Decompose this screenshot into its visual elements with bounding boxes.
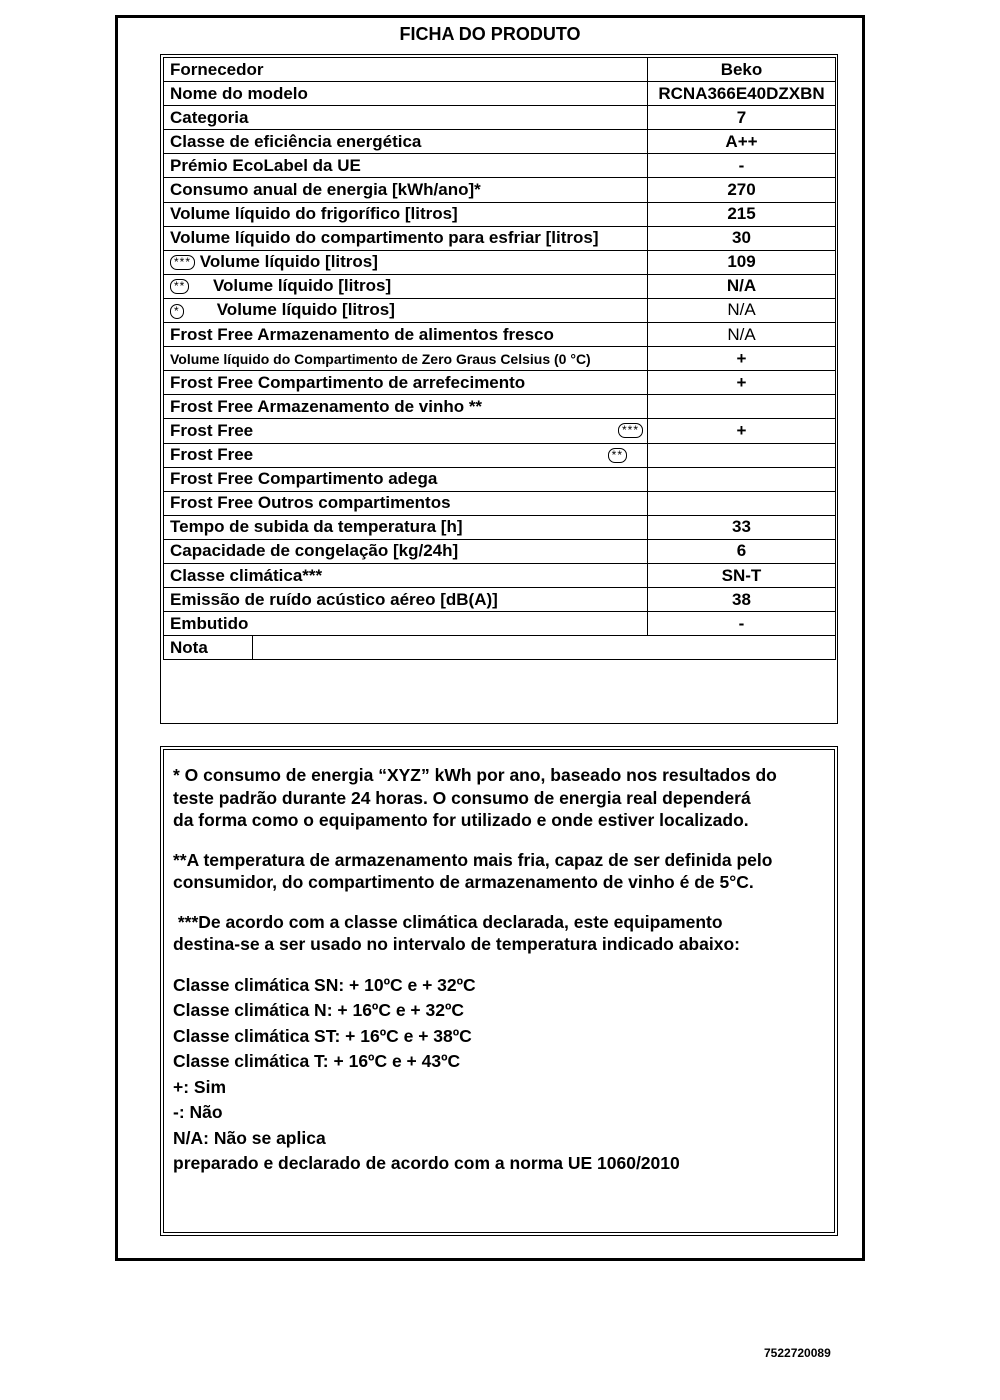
row-value: 38	[648, 588, 836, 612]
row-label: Frost Free	[170, 445, 254, 465]
row-value: Beko	[648, 58, 836, 82]
row-value	[648, 467, 836, 491]
climate-class-list	[173, 974, 834, 1175]
row-value: N/A	[648, 274, 836, 298]
row-label: Prémio EcoLabel da UE	[164, 154, 648, 178]
table-row	[164, 298, 836, 322]
row-value: +	[648, 347, 836, 371]
row-label-cell	[164, 298, 648, 322]
row-label: Volume líquido do Compartimento de Zero Graus Celsius (0 °C)	[164, 347, 648, 371]
row-label-cell	[164, 274, 648, 298]
table-row	[164, 588, 836, 612]
nota-row	[164, 636, 836, 660]
row-value: -	[648, 154, 836, 178]
row-label: Emissão de ruído acústico aéreo [dB(A)]	[164, 588, 648, 612]
row-label: Embutido	[164, 612, 648, 636]
row-label: Classe climática***	[164, 563, 648, 587]
row-label: Volume líquido do frigorífico [litros]	[164, 202, 648, 226]
note-line: consumidor, do compartimento de armazenamento de vinho é de 5°C.	[173, 872, 754, 892]
list-item: Classe climática ST: + 16ºC e + 38ºC	[173, 1025, 472, 1046]
table-row	[164, 323, 836, 347]
table-row	[164, 491, 836, 515]
row-label: Frost Free Compartimento de arrefecimento	[164, 371, 648, 395]
row-value: 109	[648, 250, 836, 274]
notes-box	[160, 746, 838, 1236]
table-row	[164, 563, 836, 587]
table-row	[164, 612, 836, 636]
table-row	[164, 539, 836, 563]
row-label: Categoria	[164, 106, 648, 130]
row-label: Volume líquido [litros]	[216, 300, 395, 320]
notes-content	[163, 749, 835, 1233]
row-label: Capacidade de congelação [kg/24h]	[164, 539, 648, 563]
table-row	[164, 636, 836, 660]
page-title: FICHA DO PRODUTO	[399, 24, 581, 44]
row-label: Frost Free Outros compartimentos	[164, 491, 648, 515]
table-row	[164, 154, 836, 178]
two-star-freezer-icon: **	[170, 279, 189, 294]
row-value: N/A	[648, 323, 836, 347]
row-label: Tempo de subida da temperatura [h]	[164, 515, 648, 539]
note-line: da forma como o equipamento for utilizado e onde estiver localizado.	[173, 810, 749, 830]
table-row	[164, 226, 836, 250]
row-value: -	[648, 612, 836, 636]
row-label: Consumo anual de energia [kWh/ano]*	[164, 178, 648, 202]
row-label-cell	[164, 250, 648, 274]
row-value	[648, 395, 836, 419]
row-value: 7	[648, 106, 836, 130]
note-line: ***De acordo com a classe climática declarada, este equipamento	[173, 911, 723, 932]
row-value	[648, 443, 836, 467]
note-line: destina-se a ser usado no intervalo de temperatura indicado abaixo:	[173, 934, 740, 954]
table-row	[164, 371, 836, 395]
row-label: Nota	[170, 637, 208, 657]
table-row	[164, 443, 836, 467]
row-label: Volume líquido [litros]	[212, 276, 392, 296]
table-row	[164, 250, 836, 274]
row-label: Classe de eficiência energética	[164, 130, 648, 154]
list-item: Classe climática T: + 16ºC e + 43ºC	[173, 1051, 461, 1071]
row-label: Frost Free	[170, 420, 254, 440]
one-star-freezer-icon: *	[170, 304, 184, 319]
row-label-cell	[164, 419, 648, 443]
row-label: Frost Free Armazenamento de vinho **	[164, 395, 648, 419]
note-line: teste padrão durante 24 horas. O consumo de energia real dependerá	[173, 787, 751, 808]
product-spec-table	[163, 57, 836, 660]
table-row	[164, 178, 836, 202]
row-label-cell	[164, 443, 648, 467]
row-value: RCNA366E40DZXBN	[648, 82, 836, 106]
row-label: Fornecedor	[164, 58, 648, 82]
table-row	[164, 347, 836, 371]
three-star-freezer-icon: ***	[618, 423, 643, 438]
table-row	[164, 82, 836, 106]
list-item: +: Sim	[173, 1076, 227, 1097]
product-spec-table-frame	[160, 54, 838, 724]
table-row	[164, 130, 836, 154]
row-value: SN-T	[648, 563, 836, 587]
table-row	[164, 419, 836, 443]
row-value	[648, 491, 836, 515]
row-value: 270	[648, 178, 836, 202]
list-item: Classe climática SN: + 10ºC e + 32ºC	[173, 974, 476, 995]
table-row	[164, 467, 836, 491]
row-value: 33	[648, 515, 836, 539]
row-label: Volume líquido [litros]	[199, 252, 378, 272]
row-value: 30	[648, 226, 836, 250]
table-row	[164, 274, 836, 298]
row-label: Frost Free Compartimento adega	[164, 467, 648, 491]
list-item: N/A: Não se aplica	[173, 1127, 326, 1148]
two-star-freezer-icon: **	[608, 448, 627, 463]
row-value: A++	[648, 130, 836, 154]
list-item: preparado e declarado de acordo com a norma UE 1060/2010	[173, 1153, 680, 1173]
note-line: * O consumo de energia “XYZ” kWh por ano, baseado nos resultados do	[173, 765, 777, 785]
row-value: 215	[648, 202, 836, 226]
row-value: 6	[648, 539, 836, 563]
row-value: N/A	[648, 298, 836, 322]
row-label: Nome do modelo	[164, 82, 648, 106]
three-star-freezer-icon: ***	[170, 255, 195, 270]
list-item: -: Não	[173, 1102, 223, 1122]
table-row	[164, 202, 836, 226]
table-row	[164, 58, 836, 82]
list-item: Classe climática N: + 16ºC e + 32ºC	[173, 1000, 464, 1020]
row-value: +	[648, 371, 836, 395]
nota-divider	[252, 636, 253, 659]
note-line: **A temperatura de armazenamento mais fria, capaz de ser definida pelo	[173, 849, 773, 870]
table-row	[164, 515, 836, 539]
table-row	[164, 395, 836, 419]
table-row	[164, 106, 836, 130]
row-label: Volume líquido do compartimento para esfriar [litros]	[164, 226, 648, 250]
row-value: +	[648, 419, 836, 443]
document-number: 7522720089	[764, 1346, 831, 1360]
row-label: Frost Free Armazenamento de alimentos fresco	[164, 323, 648, 347]
